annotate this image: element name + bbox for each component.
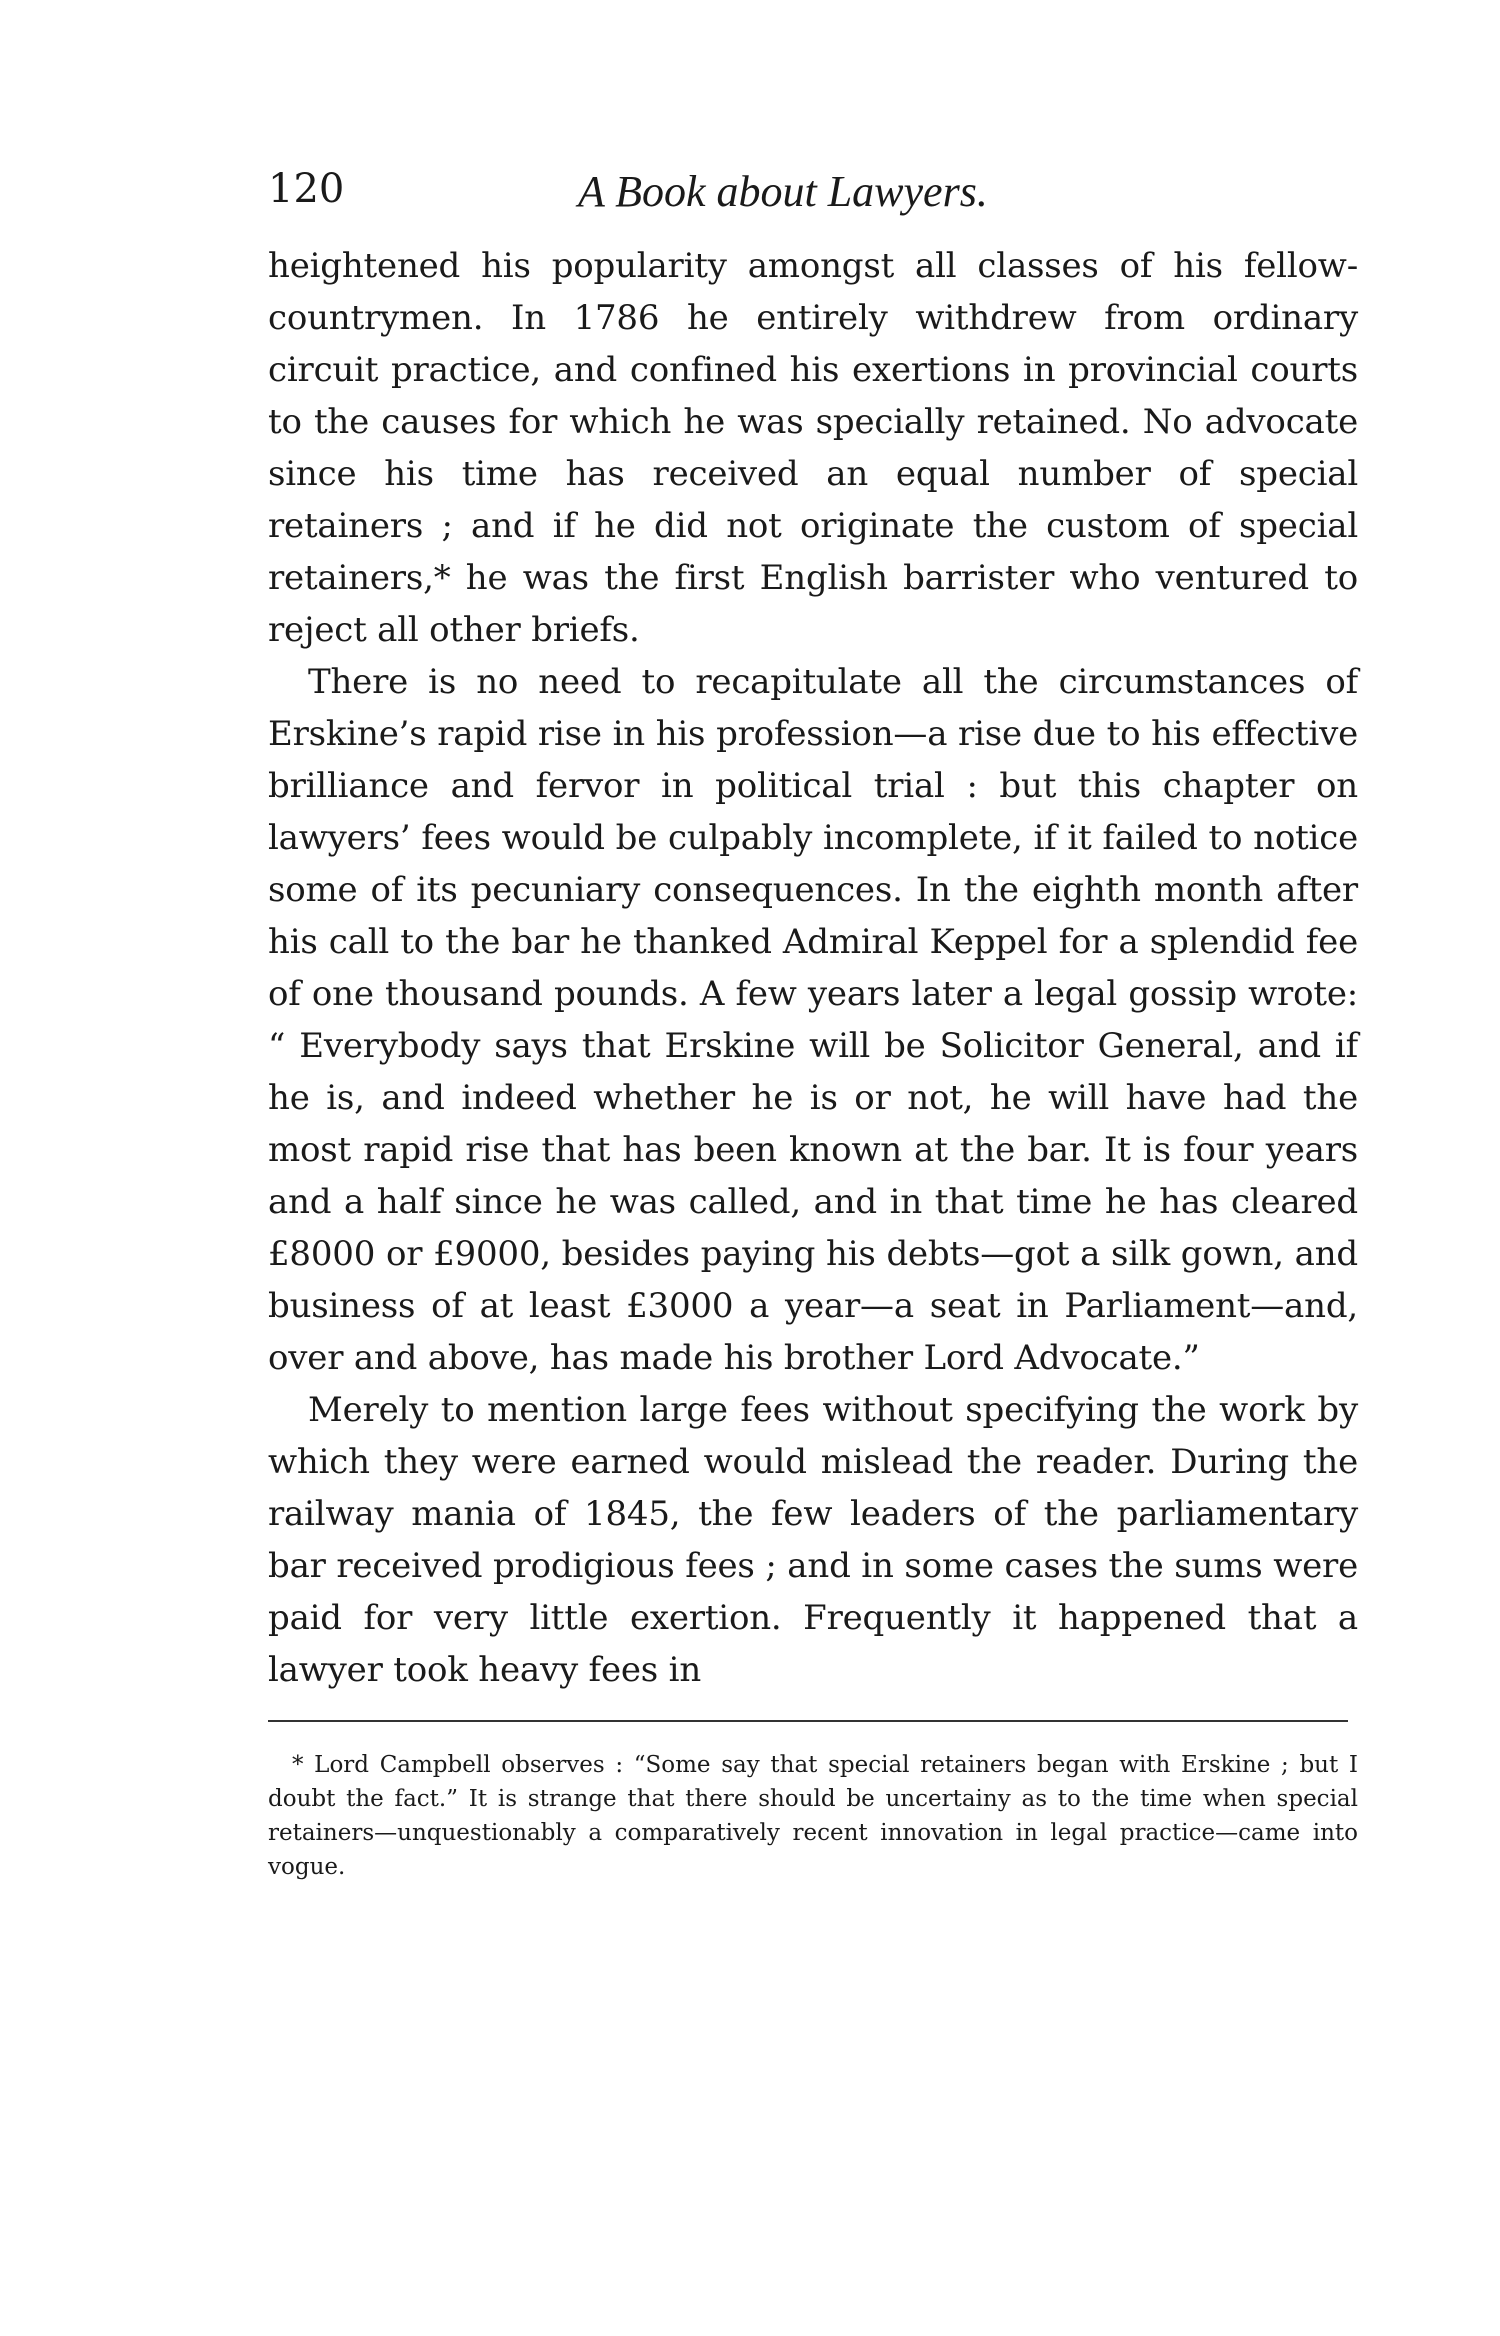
paragraph-3: Merely to mention large fees without specifying the work by which they were earned would mislead the reader. During the railway mania of 1845, the few leaders of the parliamentary bar received prodigious fees ; and in some cases the sums were paid for very little exertion. Frequently it happened that a lawyer took heavy fees in [268, 1390, 1358, 1690]
paragraph-1: heightened his popularity amongst all classes of his fellow-countrymen. In 1786 he entirely withdrew from ordinary circuit practice, and confined his exertions in provincial courts to the causes for which he was specially retained. No advocate since his time has received an equal number of special retainers ; and if he did not originate the custom of special retainers,* he was the first English barrister who ventured to reject all other briefs. [268, 246, 1358, 650]
book-page [268, 160, 1358, 1884]
running-title: A Book about Lawyers. [578, 167, 988, 216]
paragraph-2: There is no need to recapitulate all the circumstances of Erskine’s rapid rise in his profession—a rise due to his effective brilliance and fervor in political trial : but this chapter on lawyers’ fees would be culpably incomplete, if it failed to notice some of its pecuniary consequences. In the eighth month after his call to the bar he thanked Admiral Keppel for a splendid fee of one thousand pounds. A few years later a legal gossip wrote: “ Everybody says that Erskine will be Solicitor General, and if he is, and indeed whether he is or not, he will have had the most rapid rise that has been known at the bar. It is four years and a half since he was called, and in that time he has cleared £8000 or £9000, besides paying his debts—got a silk gown, and business of at least £3000 a year—a seat in Parliament—and, over and above, has made his brother Lord Advocate.” [268, 662, 1358, 1378]
page-header [268, 160, 1358, 240]
footnote: * Lord Campbell observes : “Some say that special retainers began with Erskine ; but I doubt the fact.” It is strange that there should be uncertainy as to the time when special retainers—unquestionably a comparatively recent innovation in legal practice—came into vogue. [268, 1752, 1358, 1880]
body-text [268, 240, 1358, 1696]
footnote-divider [268, 1720, 1348, 1722]
page-number: 120 [268, 166, 345, 212]
